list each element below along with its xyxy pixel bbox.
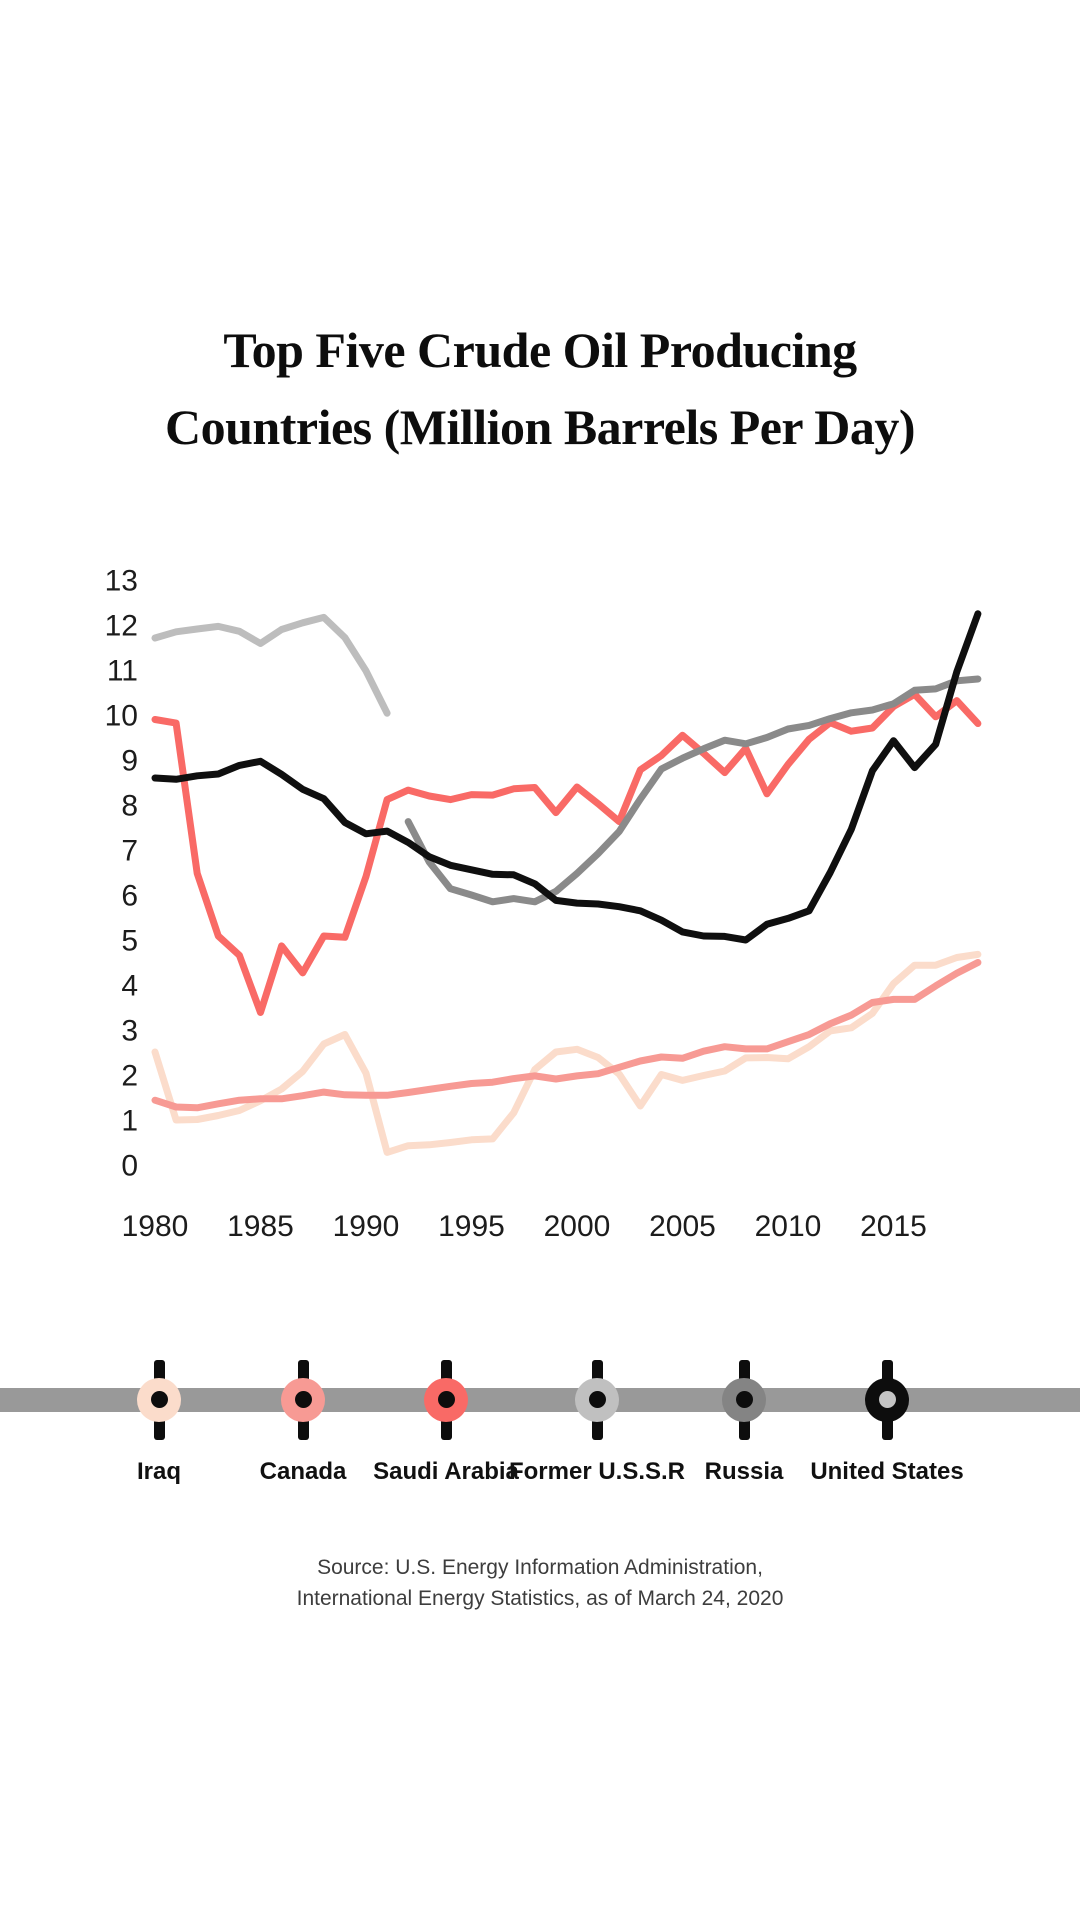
y-tick-label: 2 — [121, 1059, 138, 1093]
y-tick-label: 3 — [121, 1014, 138, 1048]
x-tick-label: 2005 — [649, 1210, 716, 1243]
legend-label-united-states: United States — [810, 1458, 964, 1485]
series-line-canada — [155, 963, 978, 1108]
series-line-united-states — [155, 614, 978, 940]
y-tick-label: 12 — [104, 609, 138, 643]
y-tick-label: 4 — [121, 969, 138, 1003]
legend-dot-icon-canada — [295, 1391, 312, 1408]
legend-label-russia: Russia — [704, 1458, 784, 1485]
series-line-saudi-arabia — [155, 694, 978, 1012]
y-tick-label: 9 — [121, 744, 138, 778]
source-attribution — [0, 1552, 1080, 1614]
series-line-former-u-s-s-r — [155, 617, 387, 713]
x-tick-label: 1980 — [121, 1210, 189, 1243]
x-tick-label: 2015 — [860, 1210, 927, 1243]
source-line1: Source: U.S. Energy Information Administration, — [317, 1556, 763, 1579]
x-tick-label: 1995 — [438, 1210, 505, 1243]
y-tick-label: 10 — [104, 699, 138, 733]
legend-label-former-u-s-s-r: Former U.S.S.R — [508, 1458, 686, 1485]
x-tick-label: 1990 — [332, 1210, 400, 1243]
y-tick-label: 8 — [121, 789, 138, 823]
chart-title-line2: Countries (Million Barrels Per Day) — [165, 399, 915, 455]
legend-dot-icon-united-states — [879, 1391, 896, 1408]
y-tick-label: 11 — [106, 654, 138, 688]
chart-title-line1: Top Five Crude Oil Producing — [223, 322, 857, 378]
x-tick-label: 2000 — [543, 1210, 611, 1243]
y-tick-label: 7 — [121, 834, 138, 868]
y-tick-label: 0 — [121, 1149, 138, 1183]
legend-label-canada: Canada — [259, 1458, 347, 1485]
y-tick-label: 6 — [121, 879, 138, 913]
series-line-iraq — [155, 954, 978, 1152]
x-tick-label: 1985 — [227, 1210, 294, 1243]
y-tick-label: 1 — [121, 1104, 138, 1138]
legend-dot-icon-saudi-arabia — [438, 1391, 455, 1408]
source-line2: International Energy Statistics, as of March 24, 2020 — [296, 1587, 784, 1610]
legend-dot-icon-iraq — [151, 1391, 168, 1408]
y-tick-label: 5 — [121, 924, 138, 958]
legend-label-saudi-arabia: Saudi Arabia — [373, 1458, 519, 1485]
legend-dot-icon-former-u-s-s-r — [589, 1391, 606, 1408]
x-tick-label: 2010 — [754, 1210, 822, 1243]
legend-dot-icon-russia — [736, 1391, 753, 1408]
y-tick-label: 13 — [104, 564, 138, 598]
legend-label-iraq: Iraq — [136, 1458, 182, 1485]
